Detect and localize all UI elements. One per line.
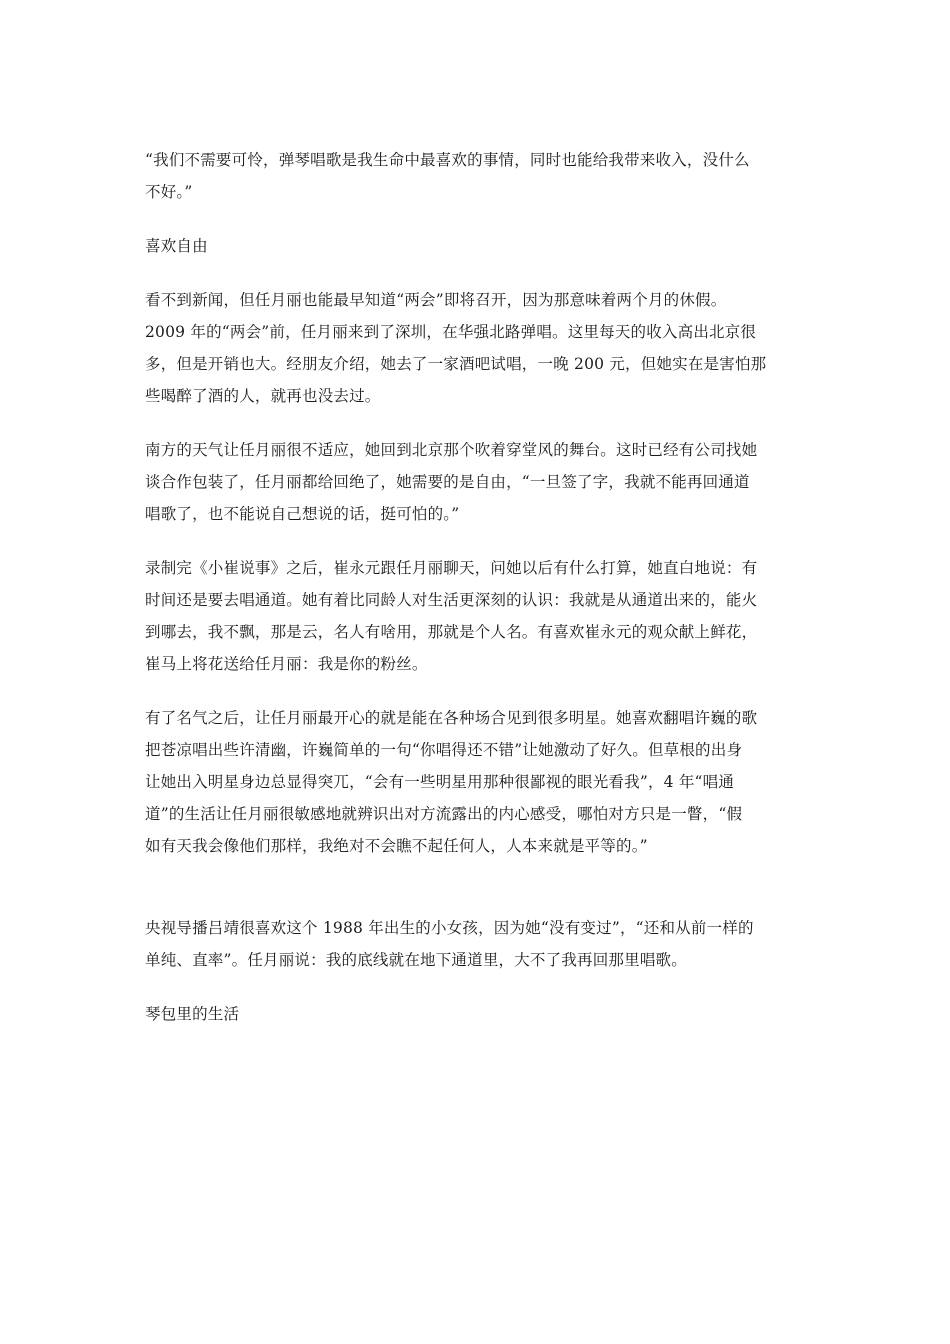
paragraph-spacer bbox=[145, 680, 815, 702]
paragraph-spacer bbox=[145, 208, 815, 230]
body-paragraph-celebrities: 有了名气之后，让任月丽最开心的就是能在各种场合见到很多明星。她喜欢翻唱许巍的歌 把苍凉唱出些许清幽，许巍简单的一句“你唱得还不错”让她激动了好久。但草根的出身 让她出入明星身边总显得突兀，“会有一些明星用那种很鄙视的眼光看我”，4 年“唱通 道”的生活让任月丽很敏感地就辨识出对方流露出的内心感受，哪怕对方只是一瞥，“假 如有天我会像他们那样，我绝对不会瞧不起任何人，人本来就是平等的。” bbox=[145, 709, 758, 855]
body-paragraph-shenzhen: 看不到新闻，但任月丽也能最早知道“两会”即将召开，因为那意味着两个月的休假。 2009 年的“两会”前，任月丽来到了深圳，在华强北路弹唱。这里每天的收入高出北京很 多，但是开销也大。经朋友介绍，她去了一家酒吧试唱，一晚 200 元，但她实在是害怕那 些喝醉了酒的人，就再也没去过。 bbox=[145, 291, 767, 405]
body-paragraph-bottom-line: 央视导播吕靖很喜欢这个 1988 年出生的小女孩，因为她“没有变过”，“还和从前一样的 单纯、直率”。任月丽说：我的底线就在地下通道里，大不了我再回那里唱歌。 bbox=[145, 919, 754, 969]
paragraph-spacer bbox=[145, 530, 815, 552]
section-heading-freedom: 喜欢自由 bbox=[145, 237, 208, 255]
document-body bbox=[145, 144, 815, 1030]
body-paragraph-cui-yongyuan: 录制完《小崔说事》之后，崔永元跟任月丽聊天，问她以后有什么打算，她直白地说：有 时间还是要去唱通道。她有着比同龄人对生活更深刻的认识：我就是从通道出来的，能火 到哪去，我不飘，那是云，名人有啥用，那就是个人名。有喜欢崔永元的观众献上鲜花， 崔马上将花送给任月丽：我是你的粉丝。 bbox=[145, 559, 758, 673]
paragraph-spacer bbox=[145, 862, 815, 912]
section-heading-guitar-case: 琴包里的生活 bbox=[145, 1005, 240, 1023]
paragraph-spacer bbox=[145, 262, 815, 284]
paragraph-spacer bbox=[145, 412, 815, 434]
paragraph-spacer bbox=[145, 976, 815, 998]
quote-paragraph: “我们不需要可怜，弹琴唱歌是我生命中最喜欢的事情，同时也能给我带来收入，没什么 不好。” bbox=[145, 151, 750, 201]
body-paragraph-return-beijing: 南方的天气让任月丽很不适应，她回到北京那个吹着穿堂风的舞台。这时已经有公司找她 谈合作包装了，任月丽都给回绝了，她需要的是自由，“一旦签了字，我就不能再回通道 唱歌了，也不能说自己想说的话，挺可怕的。” bbox=[145, 441, 758, 523]
